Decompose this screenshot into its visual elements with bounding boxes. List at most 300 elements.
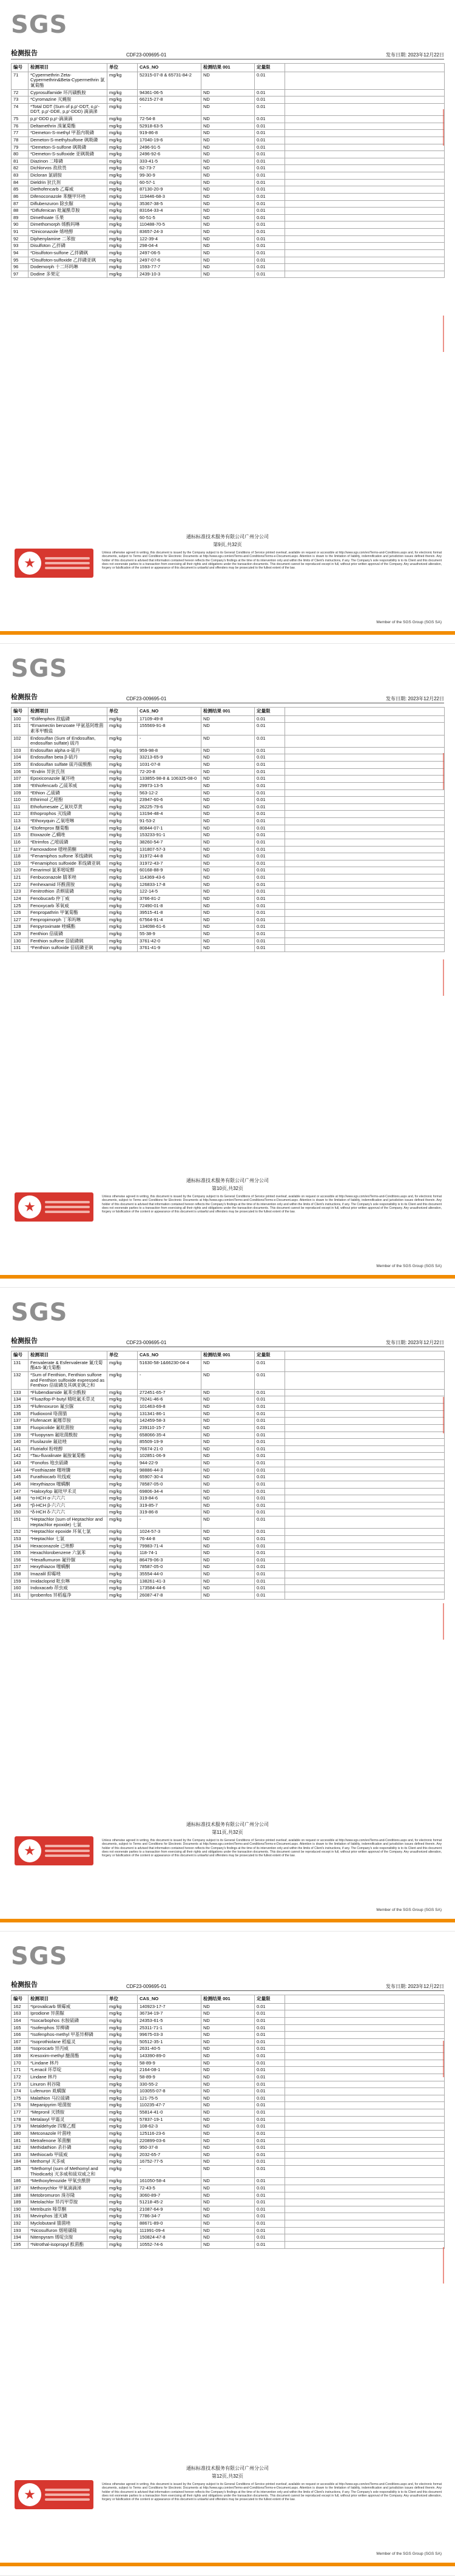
side-stamp	[443, 2247, 453, 2284]
row-unit: mg/kg	[107, 797, 138, 804]
row-unit: mg/kg	[107, 1396, 138, 1404]
row-cas: 72-43-5	[138, 2185, 201, 2192]
row-blank	[285, 72, 445, 89]
row-cas: 155569-91-8	[138, 723, 201, 735]
table-row	[12, 2010, 445, 2018]
row-loq: 0.01	[255, 938, 285, 945]
row-loq: 0.01	[255, 1495, 285, 1503]
row-unit: mg/kg	[107, 2116, 138, 2123]
row-cas: 2164-08-1	[138, 2067, 201, 2074]
row-item: Etoxazole 乙螨唑	[29, 832, 107, 839]
row-blank	[285, 1488, 445, 1495]
row-loq: 0.01	[255, 832, 285, 839]
table-row	[12, 193, 445, 200]
row-unit: mg/kg	[107, 1509, 138, 1516]
row-blank	[285, 2151, 445, 2158]
table-row	[12, 924, 445, 931]
side-stamp	[443, 316, 453, 352]
row-result: ND	[201, 782, 255, 789]
row-unit: mg/kg	[107, 2234, 138, 2242]
table-row	[12, 1529, 445, 1536]
row-item: Flutriafol 粉唑醇	[29, 1445, 107, 1453]
row-item: Mevinphos 速灭磷	[29, 2213, 107, 2220]
row-number: 165	[12, 2024, 29, 2032]
row-loq: 0.01	[255, 2178, 285, 2185]
row-number: 188	[12, 2192, 29, 2199]
row-loq: 0.01	[255, 754, 285, 762]
row-item: Ethofumesate 乙氧呋草黄	[29, 803, 107, 811]
row-unit: mg/kg	[107, 1578, 138, 1585]
row-item: Ethoprophos 灭线磷	[29, 811, 107, 818]
footer-stripe	[0, 1275, 455, 1279]
row-result: ND	[201, 137, 255, 144]
col-header-blank	[285, 1351, 445, 1360]
footer-stripe	[0, 1919, 455, 1922]
row-unit: mg/kg	[107, 2095, 138, 2102]
report-page	[0, 1288, 455, 1932]
row-result: ND	[201, 1410, 255, 1418]
row-result: ND	[201, 2060, 255, 2067]
row-number: 119	[12, 860, 29, 867]
row-number: 113	[12, 818, 29, 825]
row-unit: mg/kg	[107, 2046, 138, 2053]
row-result: ND	[201, 1585, 255, 1592]
row-blank	[285, 782, 445, 789]
row-unit: mg/kg	[107, 2010, 138, 2018]
row-cas: 38260-54-7	[138, 839, 201, 846]
row-result: ND	[201, 895, 255, 902]
row-result: ND	[201, 103, 255, 115]
row-unit: mg/kg	[107, 1404, 138, 1411]
results-table	[11, 1995, 445, 2249]
row-result: ND	[201, 2220, 255, 2228]
row-cas: 3761-41-9	[138, 945, 201, 952]
row-unit: mg/kg	[107, 1418, 138, 1425]
row-unit: mg/kg	[107, 2123, 138, 2131]
row-blank	[285, 2116, 445, 2123]
row-loq: 0.01	[255, 1445, 285, 1453]
table-row	[12, 1495, 445, 1503]
row-loq: 0.01	[255, 1488, 285, 1495]
row-cas: 131341-86-1	[138, 1410, 201, 1418]
side-stamp	[443, 2041, 453, 2077]
row-result: ND	[201, 1509, 255, 1516]
row-blank	[285, 1432, 445, 1439]
row-result: ND	[201, 235, 255, 243]
row-cas: 944-22-9	[138, 1460, 201, 1467]
row-unit: mg/kg	[107, 144, 138, 151]
row-unit: mg/kg	[107, 723, 138, 735]
row-cas: 67564-91-4	[138, 916, 201, 924]
row-unit: mg/kg	[107, 916, 138, 924]
row-loq: 0.01	[255, 874, 285, 882]
row-loq: 0.01	[255, 839, 285, 846]
row-blank	[285, 874, 445, 882]
row-item: *Emamectin benzoate 甲氨基阿维菌素苯甲酸盐	[29, 723, 107, 735]
row-blank	[285, 96, 445, 104]
row-unit: mg/kg	[107, 2081, 138, 2088]
row-result: ND	[201, 2003, 255, 2010]
row-loq: 0.01	[255, 789, 285, 797]
row-unit: mg/kg	[107, 1592, 138, 1599]
row-unit: mg/kg	[107, 2017, 138, 2024]
row-loq: 0.01	[255, 1516, 285, 1529]
row-unit: mg/kg	[107, 271, 138, 278]
row-number: 160	[12, 1585, 29, 1592]
row-item: *Tau-fluvalinate 氟胺氰菊酯	[29, 1453, 107, 1460]
star-icon: ★	[18, 1195, 41, 1219]
table-row	[12, 2227, 445, 2234]
row-loq: 0.01	[255, 776, 285, 783]
row-result: ND	[201, 2095, 255, 2102]
col-header-no: 编号	[12, 708, 29, 716]
row-number: 92	[12, 235, 29, 243]
row-result: ND	[201, 924, 255, 931]
row-unit: mg/kg	[107, 2192, 138, 2199]
row-loq: 0.01	[255, 881, 285, 888]
row-unit: mg/kg	[107, 249, 138, 257]
row-cas: 33213-65-9	[138, 754, 201, 762]
row-loq: 0.01	[255, 818, 285, 825]
row-result: ND	[201, 2178, 255, 2185]
page-header	[11, 1981, 444, 1991]
row-item: Metolachlor 异丙甲草胺	[29, 2199, 107, 2206]
row-item: Endosulfan alpha α-硫丹	[29, 747, 107, 754]
row-unit: mg/kg	[107, 2067, 138, 2074]
row-cas: 24353-61-5	[138, 2017, 201, 2024]
page-header	[11, 50, 444, 59]
row-blank	[285, 1543, 445, 1550]
row-item: Ethirimol 乙嘧酚	[29, 797, 107, 804]
row-result: ND	[201, 89, 255, 96]
row-blank	[285, 2241, 445, 2248]
row-blank	[285, 2088, 445, 2095]
row-blank	[285, 776, 445, 783]
row-number: 192	[12, 2220, 29, 2228]
row-blank	[285, 1418, 445, 1425]
table-row	[12, 1564, 445, 1571]
row-loq: 0.01	[255, 193, 285, 200]
row-number: 94	[12, 249, 29, 257]
row-number: 182	[12, 2145, 29, 2152]
row-blank	[285, 257, 445, 264]
row-item: Fenthion sulfone 倍硫磷砜	[29, 938, 107, 945]
row-unit: mg/kg	[107, 945, 138, 952]
row-unit: mg/kg	[107, 782, 138, 789]
col-header-blank	[285, 708, 445, 716]
row-result: ND	[201, 1389, 255, 1396]
row-result: ND	[201, 193, 255, 200]
row-unit: mg/kg	[107, 881, 138, 888]
row-cas: 29973-13-5	[138, 782, 201, 789]
results-table	[11, 707, 445, 952]
row-blank	[285, 1571, 445, 1578]
row-result: ND	[201, 2032, 255, 2039]
row-loq: 0.01	[255, 1585, 285, 1592]
row-loq: 0.01	[255, 2053, 285, 2060]
row-item: Cyprosulfamide 环丙磺酰胺	[29, 89, 107, 96]
table-row	[12, 2067, 445, 2074]
row-number: 120	[12, 867, 29, 874]
row-number: 89	[12, 214, 29, 221]
row-cas: 13194-48-4	[138, 811, 201, 818]
row-result: ND	[201, 243, 255, 250]
row-result: ND	[201, 2081, 255, 2088]
row-cas: 122-39-4	[138, 235, 201, 243]
sgs-logo: SGS	[11, 1942, 68, 1970]
row-result: ND	[201, 888, 255, 896]
row-loq: 0.01	[255, 214, 285, 221]
table-row	[12, 839, 445, 846]
row-loq: 0.01	[255, 910, 285, 917]
row-item: Disulfoton 乙拌磷	[29, 243, 107, 250]
row-item: Demeton-S-methylsulfone 砜吸磷	[29, 137, 107, 144]
row-loq: 0.01	[255, 2137, 285, 2145]
row-number: 186	[12, 2178, 29, 2185]
row-item: *δ-HCH δ-六六六	[29, 1509, 107, 1516]
row-cas: 272451-65-7	[138, 1389, 201, 1396]
row-cas: 2032-65-7	[138, 2151, 201, 2158]
row-result: ND	[201, 1535, 255, 1543]
row-unit: mg/kg	[107, 2213, 138, 2220]
row-unit: mg/kg	[107, 1564, 138, 1571]
row-item: Diethofencarb 乙霉威	[29, 186, 107, 194]
row-cas: -	[138, 2166, 201, 2178]
col-header-cas: CAS_NO	[138, 1351, 201, 1360]
row-loq: 0.01	[255, 2213, 285, 2220]
row-result: ND	[201, 1418, 255, 1425]
row-item: Methoxychlor 甲氧滴滴涕	[29, 2185, 107, 2192]
row-blank	[285, 1396, 445, 1404]
row-unit: mg/kg	[107, 235, 138, 243]
row-item: Lufenuron 虱螨脲	[29, 2088, 107, 2095]
row-cas: 959-98-8	[138, 747, 201, 754]
row-cas: -	[138, 103, 201, 115]
row-result: ND	[201, 249, 255, 257]
table-row	[12, 1445, 445, 1453]
row-number: 107	[12, 776, 29, 783]
table-row	[12, 2003, 445, 2010]
row-blank	[285, 2102, 445, 2109]
row-loq: 0.01	[255, 2067, 285, 2074]
row-cas: 134098-61-6	[138, 924, 201, 931]
row-number: 123	[12, 888, 29, 896]
row-result: ND	[201, 1571, 255, 1578]
row-loq: 0.01	[255, 924, 285, 931]
row-loq: 0.01	[255, 768, 285, 776]
row-unit: mg/kg	[107, 776, 138, 783]
row-result: ND	[201, 2234, 255, 2242]
table-row	[12, 853, 445, 860]
row-cas: 58-89-9	[138, 2074, 201, 2081]
row-blank	[285, 2158, 445, 2166]
row-unit: mg/kg	[107, 103, 138, 115]
row-cas: 72-20-8	[138, 768, 201, 776]
row-number: 105	[12, 762, 29, 769]
row-cas: 78587-05-0	[138, 1564, 201, 1571]
row-cas: 85509-19-9	[138, 1439, 201, 1446]
row-cas: 7786-34-7	[138, 2213, 201, 2220]
row-item: *Isocarbophos 水胺硫磷	[29, 2017, 107, 2024]
page-header	[11, 1337, 444, 1347]
issue-date: 发布日期: 2023年12月22日	[385, 52, 444, 58]
table-row	[12, 888, 445, 896]
row-result: ND	[201, 776, 255, 783]
row-unit: mg/kg	[107, 1445, 138, 1453]
row-blank	[285, 1535, 445, 1543]
star-icon: ★	[18, 552, 41, 575]
row-cas: 153233-91-1	[138, 832, 201, 839]
row-result: ND	[201, 1424, 255, 1432]
table-row	[12, 931, 445, 938]
row-cas: 23947-60-6	[138, 797, 201, 804]
row-result: ND	[201, 853, 255, 860]
row-item: Diazinon 二嗪磷	[29, 158, 107, 165]
table-row	[12, 271, 445, 278]
row-cas: -	[138, 1516, 201, 1529]
row-result: ND	[201, 2109, 255, 2117]
row-number: 189	[12, 2199, 29, 2206]
row-blank	[285, 902, 445, 910]
row-unit: mg/kg	[107, 172, 138, 180]
row-item: Fenoxycarb 苯氧威	[29, 902, 107, 910]
row-blank	[285, 1592, 445, 1599]
row-unit: mg/kg	[107, 151, 138, 158]
row-cas: 76674-21-0	[138, 1445, 201, 1453]
row-unit: mg/kg	[107, 72, 138, 89]
row-number: 103	[12, 747, 29, 754]
col-header-blank	[285, 64, 445, 72]
table-row	[12, 1410, 445, 1418]
row-cas: 319-84-6	[138, 1495, 201, 1503]
row-number: 111	[12, 803, 29, 811]
table-row	[12, 89, 445, 96]
row-cas: 150824-47-8	[138, 2234, 201, 2242]
row-blank	[285, 754, 445, 762]
row-unit: mg/kg	[107, 789, 138, 797]
row-blank	[285, 2074, 445, 2081]
col-header-unit: 单位	[107, 64, 138, 72]
row-unit: mg/kg	[107, 2053, 138, 2060]
table-row	[12, 895, 445, 902]
table-row	[12, 103, 445, 115]
row-number: 190	[12, 2206, 29, 2213]
row-number: 162	[12, 2003, 29, 2010]
row-loq: 0.01	[255, 208, 285, 215]
row-number: 152	[12, 1529, 29, 1536]
row-number: 157	[12, 1564, 29, 1571]
row-number: 139	[12, 1432, 29, 1439]
row-number: 126	[12, 910, 29, 917]
row-blank	[285, 832, 445, 839]
row-blank	[285, 2199, 445, 2206]
row-blank	[285, 2010, 445, 2018]
row-unit: mg/kg	[107, 1495, 138, 1503]
row-unit: mg/kg	[107, 860, 138, 867]
row-unit: mg/kg	[107, 264, 138, 271]
report-title: 检测报告	[11, 1981, 38, 1989]
row-blank	[285, 931, 445, 938]
table-row	[12, 2060, 445, 2067]
row-number: 124	[12, 895, 29, 902]
row-unit: mg/kg	[107, 257, 138, 264]
table-row	[12, 811, 445, 818]
table-row	[12, 2199, 445, 2206]
row-unit: mg/kg	[107, 1529, 138, 1536]
table-row	[12, 208, 445, 215]
row-number: 136	[12, 1410, 29, 1418]
table-row	[12, 2038, 445, 2046]
row-loq: 0.01	[255, 2081, 285, 2088]
row-unit: mg/kg	[107, 1432, 138, 1439]
row-result: ND	[201, 2102, 255, 2109]
row-result: ND	[201, 2199, 255, 2206]
row-result: ND	[201, 1592, 255, 1599]
row-result: ND	[201, 2213, 255, 2220]
col-header-result: 检测结果 001	[201, 1995, 255, 2004]
row-unit: mg/kg	[107, 186, 138, 194]
col-header-result: 检测结果 001	[201, 64, 255, 72]
row-result: ND	[201, 2130, 255, 2137]
row-loq: 0.01	[255, 158, 285, 165]
row-blank	[285, 186, 445, 194]
row-result: ND	[201, 874, 255, 882]
row-unit: mg/kg	[107, 754, 138, 762]
row-number: 154	[12, 1543, 29, 1550]
row-unit: mg/kg	[107, 89, 138, 96]
row-item: Hexaconazole 己唑醇	[29, 1543, 107, 1550]
table-row	[12, 243, 445, 250]
sgs-seal-badge	[15, 1836, 93, 1865]
row-blank	[285, 768, 445, 776]
row-cas: 2497-06-5	[138, 249, 201, 257]
row-unit: mg/kg	[107, 208, 138, 215]
row-loq: 0.01	[255, 165, 285, 172]
row-blank	[285, 895, 445, 902]
row-item: Deltamethrin 溴氰菊酯	[29, 123, 107, 130]
table-row	[12, 1585, 445, 1592]
table-row	[12, 2024, 445, 2032]
row-unit: mg/kg	[107, 2185, 138, 2192]
row-item: Iprodione 异菌脲	[29, 2010, 107, 2018]
table-row	[12, 1488, 445, 1495]
row-result: ND	[201, 846, 255, 853]
row-blank	[285, 1529, 445, 1536]
row-blank	[285, 803, 445, 811]
row-item: *Lindane 林丹	[29, 2060, 107, 2067]
row-cas: 72-54-8	[138, 116, 201, 123]
row-cas: 65907-30-4	[138, 1474, 201, 1481]
row-number: 122	[12, 881, 29, 888]
row-result: ND	[201, 96, 255, 104]
row-unit: mg/kg	[107, 1585, 138, 1592]
row-result: ND	[201, 2227, 255, 2234]
row-number: 131	[12, 1359, 29, 1371]
row-cas: 103055-07-8	[138, 2088, 201, 2095]
table-row	[12, 1516, 445, 1529]
row-blank	[285, 130, 445, 137]
row-cas: 52918-63-5	[138, 123, 201, 130]
row-result: ND	[201, 1516, 255, 1529]
report-title: 检测报告	[11, 694, 38, 701]
row-unit: mg/kg	[107, 768, 138, 776]
row-unit: mg/kg	[107, 2178, 138, 2185]
row-number: 81	[12, 158, 29, 165]
row-item: Hexachlorobenzene 六氯苯	[29, 1550, 107, 1557]
table-row	[12, 2234, 445, 2242]
member-text: Member of the SGS Group (SGS SA)	[376, 1264, 442, 1268]
row-number: 90	[12, 221, 29, 229]
